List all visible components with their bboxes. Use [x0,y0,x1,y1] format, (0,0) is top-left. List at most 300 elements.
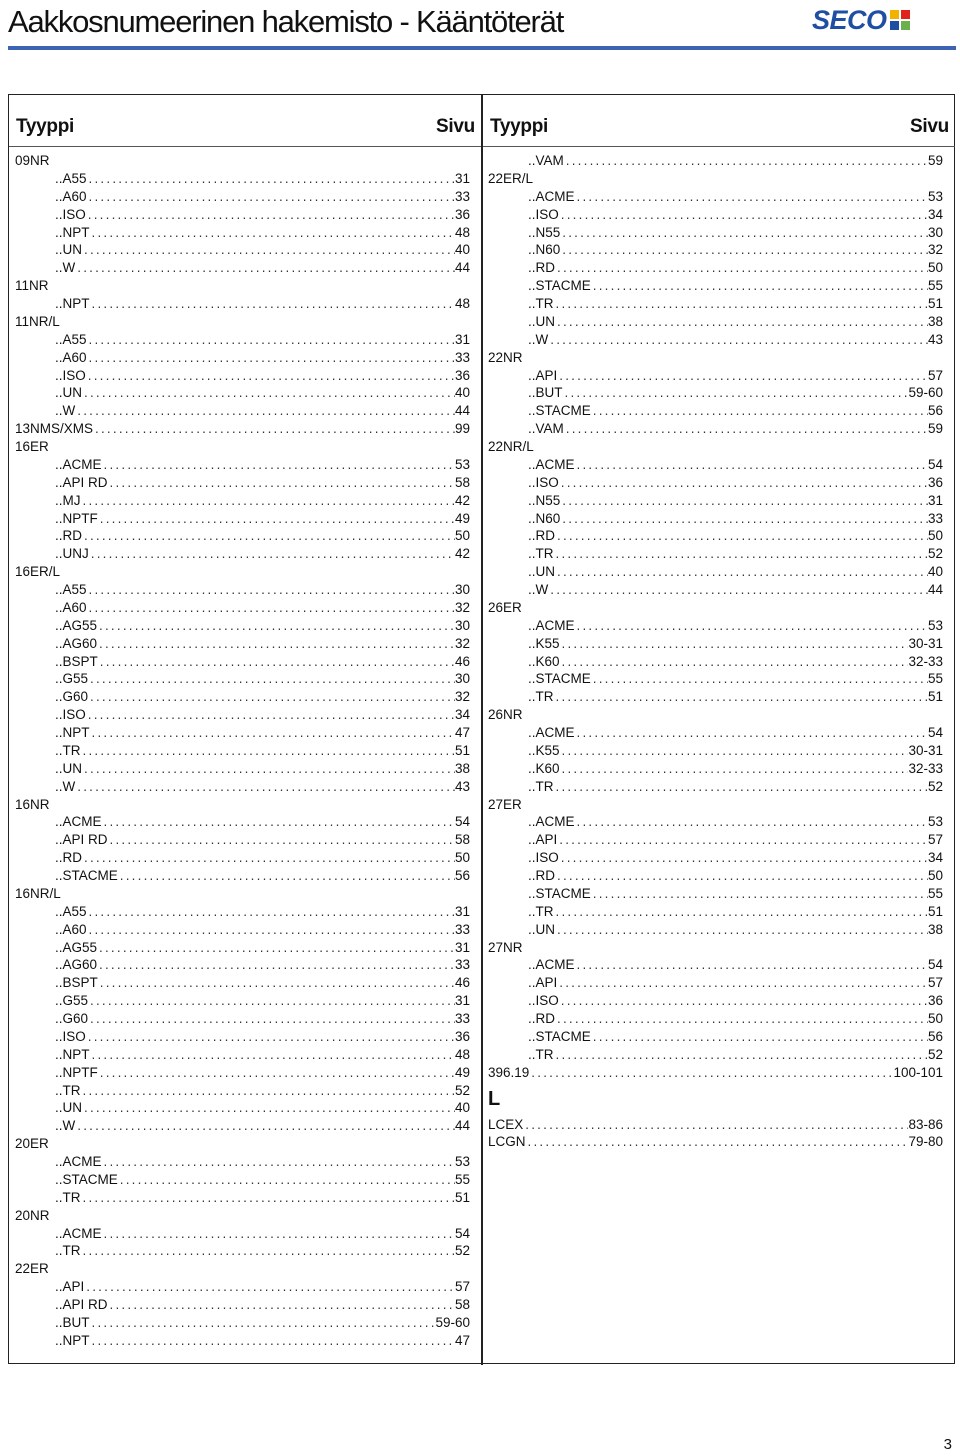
page-number: 3 [943,1436,952,1453]
entry-page: 79-80 [908,1134,943,1150]
dot-leader [559,992,928,1010]
entry-page: 32 [454,635,470,651]
index-entry [488,813,943,831]
group-label: 11NR/L [15,313,60,329]
dot-leader [90,224,455,242]
entry-page: 51 [927,296,943,311]
dot-leader [81,742,455,760]
dot-leader [560,492,928,510]
entry-type: ..NPT [55,296,90,311]
index-entry [15,1171,470,1189]
entry-page: 48 [454,1046,470,1062]
index-group [15,313,470,331]
entry-type: ..A60 [55,599,87,615]
dot-leader [87,349,455,367]
index-entry [15,688,470,706]
dot-leader [560,241,928,259]
entry-page: 51 [454,1189,470,1205]
dot-leader [557,831,928,849]
entry-page: 57 [454,1279,470,1295]
entry-page: 46 [454,653,470,669]
entry-page: 56 [927,1028,943,1044]
index-entry [15,1314,470,1332]
entry-type: ..STACME [55,1171,118,1187]
entry-type: ..UN [528,564,555,580]
index-entry [488,510,943,528]
dot-leader [88,688,455,706]
entry-page: 54 [927,725,943,740]
index-entry [15,1225,470,1243]
dot-leader [102,813,455,831]
index-entry [488,420,943,438]
entry-page: 53 [454,1154,470,1169]
entry-page: 32 [454,689,470,705]
entry-page: 43 [927,331,943,347]
entry-type: ..API [55,1279,85,1295]
index-entry [15,1189,470,1207]
entry-page: 33 [454,957,470,973]
entry-page: 30 [927,224,943,240]
dot-leader [554,545,928,563]
dot-leader [555,867,928,885]
entry-page: 31 [454,939,470,955]
entry-page: 59 [927,421,943,437]
entry-page: 44 [454,260,470,276]
entry-page: 56 [927,403,943,419]
dot-leader [87,170,455,188]
entry-page: 34 [454,707,470,723]
index-entry [15,241,470,259]
index-entry [488,992,943,1010]
index-entry [15,510,470,528]
dot-leader [108,1296,455,1314]
entry-type: ..W [55,778,76,794]
index-entry [488,956,943,974]
left-page-header: Sivu [436,116,475,137]
dot-leader [555,313,928,331]
dot-leader [81,492,455,510]
index-entry [488,867,943,885]
dot-leader [591,670,928,688]
entry-page: 36 [454,206,470,222]
entry-type: 396.19 [488,1064,530,1080]
dot-leader [555,921,928,939]
entry-page: 51 [927,689,943,705]
dot-leader [98,653,455,671]
entry-type: ..STACME [528,403,591,419]
entry-page: 47 [454,725,470,740]
index-entry [15,706,470,724]
entry-type: ..K60 [528,653,560,669]
entry-type: ..A55 [55,331,87,347]
index-entry [15,581,470,599]
dot-leader [97,939,455,957]
index-entry [15,778,470,796]
entry-page: 55 [927,671,943,687]
dot-leader [75,778,455,796]
entry-type: ..API [528,832,558,848]
index-group [15,1135,470,1153]
entry-type: ..N60 [528,242,561,258]
logo-tile [890,10,899,19]
index-entry [15,188,470,206]
entry-type: ..STACME [528,1028,591,1044]
entry-page: 53 [927,814,943,830]
index-entry [15,1278,470,1296]
index-entry [488,921,943,939]
index-entry [15,1153,470,1171]
dot-leader [560,510,928,528]
entry-type: ..TR [528,296,554,311]
entry-type: ..MJ [55,492,81,508]
entry-type: ..ISO [528,206,559,222]
dot-leader [526,1133,909,1151]
dot-leader [88,992,455,1010]
dot-leader [97,635,455,653]
index-entry [15,1117,470,1135]
entry-page: 43 [454,778,470,794]
index-entry [488,259,943,277]
dot-leader [81,1189,455,1207]
entry-type: ..VAM [528,421,564,437]
index-entry [488,724,943,742]
dot-leader [98,1064,455,1082]
dot-leader [93,420,455,438]
index-entry [488,1064,943,1082]
entry-page: 47 [454,1332,470,1348]
entry-page: 30 [454,671,470,687]
entry-type: ..A60 [55,188,87,204]
header-rule [8,46,956,50]
entry-type: ..ISO [55,206,86,222]
index-entry [15,1010,470,1028]
entry-type: ..ISO [528,850,559,866]
index-group [15,277,470,295]
entry-type: ..RD [528,260,555,276]
entry-type: ..TR [528,903,554,919]
index-entry [488,527,943,545]
dot-leader [88,1010,455,1028]
dot-leader [84,1278,455,1296]
dot-leader [75,259,455,277]
entry-type: ..A55 [55,903,87,919]
left-index-column [15,152,470,1350]
index-group [15,885,470,903]
index-entry [15,259,470,277]
entry-page: 54 [927,456,943,472]
entry-page: 51 [927,903,943,919]
entry-page: 52 [454,1082,470,1098]
dot-leader [554,688,928,706]
index-entry [488,688,943,706]
entry-page: 57 [927,367,943,383]
index-entry [488,1116,943,1134]
entry-page: 40 [454,242,470,258]
entry-page: 46 [454,975,470,991]
group-label: 22NR/L [488,439,534,454]
entry-page: 52 [927,778,943,794]
entry-type: ..VAM [528,153,564,168]
index-group [488,170,943,188]
entry-page: 30-31 [908,742,943,758]
entry-page: 33 [454,349,470,365]
entry-page: 36 [454,1028,470,1044]
dot-leader [82,760,455,778]
group-label: 20NR [15,1207,50,1223]
entry-type: ..UN [55,1100,82,1116]
entry-type: ..AG60 [55,635,98,651]
entry-type: ..ACME [528,814,575,830]
entry-type: ..A60 [55,921,87,937]
dot-leader [560,224,928,242]
dot-leader [90,1332,455,1350]
entry-type: ..ISO [55,1028,86,1044]
index-entry [488,1133,943,1151]
index-entry [15,939,470,957]
index-entry [15,617,470,635]
index-entry [15,224,470,242]
entry-page: 48 [454,224,470,240]
index-entry [15,1242,470,1260]
entry-page: 52 [927,546,943,562]
dot-leader [87,188,455,206]
dot-leader [554,778,928,796]
entry-page: 59-60 [908,385,943,401]
group-label: 26ER [488,599,522,615]
index-entry [15,724,470,742]
entry-type: ..RD [55,850,82,866]
index-entry [488,545,943,563]
entry-type: ..K55 [528,742,560,758]
index-entry [15,921,470,939]
entry-page: 53 [927,188,943,204]
entry-type: ..UN [55,760,82,776]
entry-page: 58 [454,474,470,490]
dot-leader [560,742,909,760]
entry-type: ..W [55,403,76,419]
entry-type: ..STACME [528,885,591,901]
index-entry [15,849,470,867]
entry-type: ..ACME [528,456,575,472]
entry-page: 59 [927,153,943,168]
dot-leader [98,974,455,992]
dot-leader [591,402,928,420]
entry-page: 50 [454,850,470,866]
entry-page: 49 [454,510,470,526]
dot-leader [555,1010,928,1028]
entry-page: 40 [454,1100,470,1116]
index-entry [488,670,943,688]
entry-page: 54 [454,1225,470,1241]
index-entry [488,903,943,921]
logo-tile [890,21,899,30]
entry-type: ..W [55,1118,76,1134]
dot-leader [555,259,928,277]
entry-type: ..BUT [55,1314,90,1330]
entry-type: ..W [528,582,549,597]
index-entry [15,1028,470,1046]
dot-leader [87,903,455,921]
index-entry [15,760,470,778]
index-entry [15,813,470,831]
index-entry [15,456,470,474]
entry-type: ..NPT [55,1332,90,1348]
index-entry [488,849,943,867]
entry-type: ..K60 [528,760,560,776]
entry-page: 53 [927,617,943,633]
entry-type: ..ISO [55,707,86,723]
index-entry [488,760,943,778]
entry-page: 48 [454,296,470,311]
entry-page: 50 [454,528,470,544]
index-entry [488,241,943,259]
entry-type: ..ACME [55,456,102,472]
index-entry [488,617,943,635]
index-entry [488,492,943,510]
entry-type: ..UN [55,242,82,258]
index-group [15,563,470,581]
entry-type: ..UN [55,385,82,401]
index-entry [15,1064,470,1082]
entry-page: 50 [927,868,943,883]
entry-page: 33 [927,510,943,526]
entry-page: 56 [454,868,470,883]
entry-page: 30-31 [908,635,943,651]
entry-type: ..G55 [55,671,89,687]
index-entry [15,653,470,671]
index-group [15,438,470,456]
index-group [488,706,943,724]
entry-type: ..STACME [528,278,591,294]
entry-page: 40 [927,564,943,580]
index-entry [15,670,470,688]
dot-leader [564,420,928,438]
entry-page: 50 [927,260,943,276]
entry-page: 36 [927,474,943,490]
entry-type: ..NPT [55,1046,90,1062]
index-entry [488,331,943,349]
entry-type: ..STACME [55,868,118,883]
dot-leader [575,813,928,831]
index-entry [15,742,470,760]
entry-page: 83-86 [908,1116,943,1132]
entry-page: 100-101 [893,1064,943,1080]
dot-leader [81,1082,455,1100]
dot-leader [559,474,928,492]
group-label: 16NR [15,796,50,812]
group-label: 16ER/L [15,564,61,580]
entry-page: 44 [454,1118,470,1134]
dot-leader [82,241,455,259]
dot-leader [560,653,909,671]
entry-type: ..A55 [55,582,87,597]
dot-leader [560,635,909,653]
dot-leader [86,706,455,724]
dot-leader [108,831,455,849]
dot-leader [88,670,455,688]
entry-type: ..AG55 [55,617,98,633]
entry-page: 52 [927,1046,943,1062]
entry-type: ..W [55,260,76,276]
dot-leader [97,956,455,974]
logo-tile [901,10,910,19]
dot-leader [81,1242,455,1260]
seco-logo-text: SECO [812,5,887,35]
dot-leader [557,367,928,385]
index-entry [15,492,470,510]
logo-tile [901,21,910,30]
entry-page: 42 [454,492,470,508]
index-entry [488,313,943,331]
dot-leader [575,956,928,974]
entry-page: 31 [454,331,470,347]
index-entry [488,742,943,760]
entry-type: ..ACME [55,1225,102,1241]
entry-type: ..UN [528,313,555,329]
entry-type: ..TR [55,1189,81,1205]
entry-type: ..G60 [55,689,89,705]
index-entry [488,384,943,402]
entry-type: ..K55 [528,635,560,651]
index-entry [15,206,470,224]
index-entry [15,1099,470,1117]
index-entry [488,402,943,420]
group-label: 26NR [488,707,523,723]
entry-page: 51 [454,742,470,758]
entry-type: ..API [528,367,558,383]
group-label: 16ER [15,439,49,454]
seco-logo-mark [890,10,910,30]
entry-type: ..API RD [55,832,108,848]
entry-page: 52 [454,1243,470,1259]
entry-type: ..AG60 [55,957,98,973]
dot-leader [90,724,455,742]
entry-page: 32-33 [908,760,943,776]
dot-leader [75,402,455,420]
dot-leader [82,849,455,867]
dot-leader [591,885,928,903]
entry-page: 54 [927,957,943,973]
index-group [15,1260,470,1278]
group-label: 22ER [15,1261,49,1277]
dot-leader [97,617,455,635]
index-entry [15,545,470,563]
dot-leader [102,456,455,474]
index-entry [488,474,943,492]
index-entry [15,1082,470,1100]
entry-type: ..TR [528,778,554,794]
right-type-header: Tyyppi [490,116,549,137]
entry-type: ..A55 [55,170,87,186]
index-entry [15,170,470,188]
dot-leader [90,1314,436,1332]
entry-type: ..AG55 [55,939,98,955]
dot-leader [548,581,928,599]
entry-page: 50 [927,1011,943,1026]
index-entry [15,527,470,545]
right-page-header: Sivu [910,116,949,137]
group-label: 09NR [15,153,50,168]
entry-page: 38 [454,760,470,776]
right-header-line [483,146,955,147]
entry-page: 57 [927,975,943,991]
index-entry [15,956,470,974]
dot-leader [591,277,928,295]
entry-type: ..API RD [55,474,108,490]
dot-leader [98,510,455,528]
dot-leader [86,206,455,224]
index-entry [488,635,943,653]
